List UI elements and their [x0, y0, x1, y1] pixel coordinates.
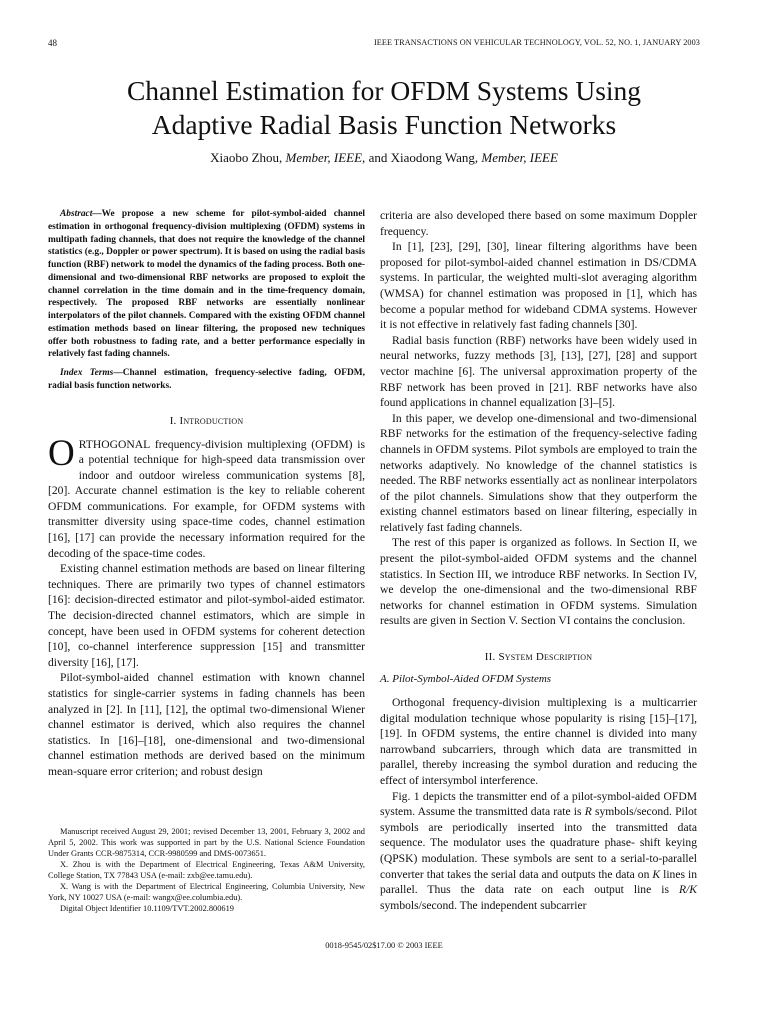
intro-paragraph-7: In this paper, we develop one-dimensional and two-dimensional RBF networks for the estimation of the frequency-selective fading channels in OFDM systems. Pilot symbols are employed to train the networks adaptively. No knowledge of the channel statistics is needed. The RBF networks essentially act as nonlinear interpolators of the pilot channels. Simulations show that they outperform the existing channel estimators based on linear filtering, especially in relatively fast fading channels.: [380, 411, 697, 534]
intro-paragraph-2: Existing channel estimation methods are based on linear filtering techniques. There are primarily two types of channel estimators [16]: decision-directed estimator and pilot-symbol-aided estimator. The decision-directed channel estimators, which are simple in concept, have been used in OFDM systems for coherent detection [10], co-channel interference suppression [15] and transmitter diversity [16], [17].: [48, 562, 365, 669]
abstract-text: —We propose a new scheme for pilot-symbol-aided channel estimation in orthogonal frequency-division multiplexing (OFDM) systems in multipath fading channels, that does not require the knowledge of the channel statistics (e.g., Doppler or power spectrum). It is based on using the radial basis function (RBF) network to model the dynamics of the fading process. Both one-dimensional and two-dimensional RBF networks are proposed to exploit the channel correlation in the time domain and in the time-frequency domain, respectively. The proposed RBF networks are essentially nonlinear interpolators of the pilot channels. Compared with the existing OFDM channel estimation methods based on linear filtering, the proposed new techniques offer both robustness to fading rate, and a better performance especially in relatively fast fading channels.: [48, 209, 365, 360]
footnote-doi: Digital Object Identifier 10.1109/TVT.2002.800619: [60, 904, 234, 913]
title-line-2: Adaptive Radial Basis Function Networks: [151, 108, 617, 140]
author-2-role: Member, IEEE: [481, 150, 558, 165]
subsection-heading: A. Pilot-Symbol-Aided OFDM Systems: [380, 673, 552, 686]
intro-paragraph-8: The rest of this paper is organized as follows. In Section II, we present the pilot-symbol-aided OFDM systems and the channel statistics. In Section III, we introduce RBF networks. In Section IV, we develop the one-dimensional and the two-dimensional RBF networks for channel estimation in OFDM systems. Simulation results are given in Section V. Section VI contains the conclusion.: [380, 536, 697, 628]
running-head: IEEE TRANSACTIONS ON VEHICULAR TECHNOLOGY, VOL. 52, NO. 1, JANUARY 2003: [373, 38, 700, 47]
drop-cap: O: [48, 432, 75, 474]
math-var-k: K: [652, 867, 661, 881]
footnote-manuscript: Manuscript received August 29, 2001; revised December 13, 2001, February 3, 2002 and April 5, 2002. This work was supported in part by the U.S. National Science Foundation Under Grants CCR-9875314, CCR-9980599 and DMS-0073651.: [48, 827, 365, 858]
section-heading-system-description: [380, 651, 697, 663]
section-title: System Description: [498, 651, 593, 664]
author-line: Xiaobo Zhou, Member, IEEE, and Xiaodong Wang, Member, IEEE: [210, 150, 558, 165]
intro-paragraph-4: criteria are also developed there based on some maximum Doppler frequency.: [380, 209, 697, 238]
copyright-line: 0018-9545/02$17.00 © 2003 IEEE: [325, 941, 443, 950]
left-column: [48, 208, 365, 780]
text-run: symbols/second. Pilot symbols are periodically inserted into the transmitted data sequence. The modulator uses the quadrature phase- shift keying (QPSK) modulation. These symbols are sent to a serial-to-parallel converter that takes the serial data and outputs the data on: [380, 805, 697, 881]
intro-lead-word: RTHOGONAL: [78, 437, 151, 451]
footnotes: [48, 826, 365, 914]
section-numeral: II.: [484, 651, 496, 664]
title-line-1: Channel Estimation for OFDM Systems Using: [126, 75, 642, 106]
text-run: symbols/second. The independent subcarrier: [380, 898, 587, 912]
footnote-author-2: X. Wang is with the Department of Electrical Engineering, Columbia University, New York, NY 10027 USA (e-mail: wangx@ee.columbia.edu).: [48, 882, 365, 902]
index-terms: [48, 367, 365, 393]
abstract: [48, 208, 365, 361]
intro-paragraph-1-text: frequency-division multiplexing (OFDM) is a potential technique for high-speed data transmission over indoor and outdoor wireless communication systems [8], [20]. Accurate channel estimation is the key to reliable coherent OFDM communications. For example, for OFDM systems with transmitter diversity using space-time codes, channel estimation [16], [17] can provide the necessary information required for the decoding of the space-time codes.: [48, 437, 365, 560]
section-numeral: I.: [169, 414, 177, 427]
text-run: lines in parallel. Thus the data rate on each output line is: [380, 867, 697, 897]
index-terms-label: Index Terms: [60, 368, 114, 378]
index-terms-text: —Channel estimation, frequency-selective fading, OFDM, radial basis function networks.: [48, 368, 365, 391]
author-1: Xiaobo Zhou: [210, 150, 280, 165]
footnote-author-1: X. Zhou is with the Department of Electrical Engineering, Texas A&M University, College Station, TX 77843 USA (e-mail: zxb@ee.tamu.edu).: [48, 860, 365, 880]
abstract-label: Abstract: [60, 209, 93, 219]
section-heading-introduction: [48, 415, 365, 427]
intro-paragraph-1: [48, 432, 365, 562]
math-var-r-over-k: R/K: [678, 883, 697, 897]
text-run: Fig. 1 depicts the transmitter end of a pilot-symbol-aided OFDM system. Assume the transmitted data rate is: [380, 789, 697, 819]
math-var-r: R: [584, 805, 592, 819]
right-column: [380, 208, 697, 913]
intro-paragraph-3: Pilot-symbol-aided channel estimation with known channel statistics for single-carrier systems in fading channels has been analyzed in [2]. In [11], [12], the optimal two-dimensional Wiener channel estimator is derived, which also requires the channel statistics. In [16]–[18], one-dimensional and two-dimensional channel estimation methods are derived based on the minimum mean-square error criterion; and robust design: [48, 671, 365, 778]
section-title: Introduction: [179, 414, 244, 427]
author-2: Xiaodong Wang: [390, 150, 475, 165]
paper-title: [0, 74, 768, 141]
author-conjunction: and: [365, 150, 391, 165]
system-paragraph-1: Orthogonal frequency-division multiplexing is a multicarrier digital modulation technique whose popularity is rising [15]–[17], [19]. In OFDM systems, the entire channel is divided into many narrowband subcarriers, through which data are transmitted in parallel, thereby increasing the symbol duration and reducing the effect of intersymbol interference.: [380, 696, 697, 787]
page-number: 48: [48, 38, 57, 48]
system-paragraph-2: [380, 789, 697, 914]
author-1-role: Member, IEEE,: [285, 150, 366, 165]
intro-paragraph-6: Radial basis function (RBF) networks have been widely used in neural networks, fuzzy methods [3], [13], [27], [28] and support vector machine [6]. The universal approximation property of the RBF network has been proved in [21]. RBF networks have also found applications in channel equalization [3]–[5].: [380, 333, 697, 410]
intro-paragraph-5: In [1], [23], [29], [30], linear filtering algorithms have been proposed for pilot-symbol-aided channel estimation in DS/CDMA systems. In particular, the weighted multi-slot averaging algorithm (WMSA) for channel estimation was proposed in [1], which has become a popular method for wideband CDMA systems. However it is not effective in relatively fast fading channels [30].: [380, 240, 697, 332]
